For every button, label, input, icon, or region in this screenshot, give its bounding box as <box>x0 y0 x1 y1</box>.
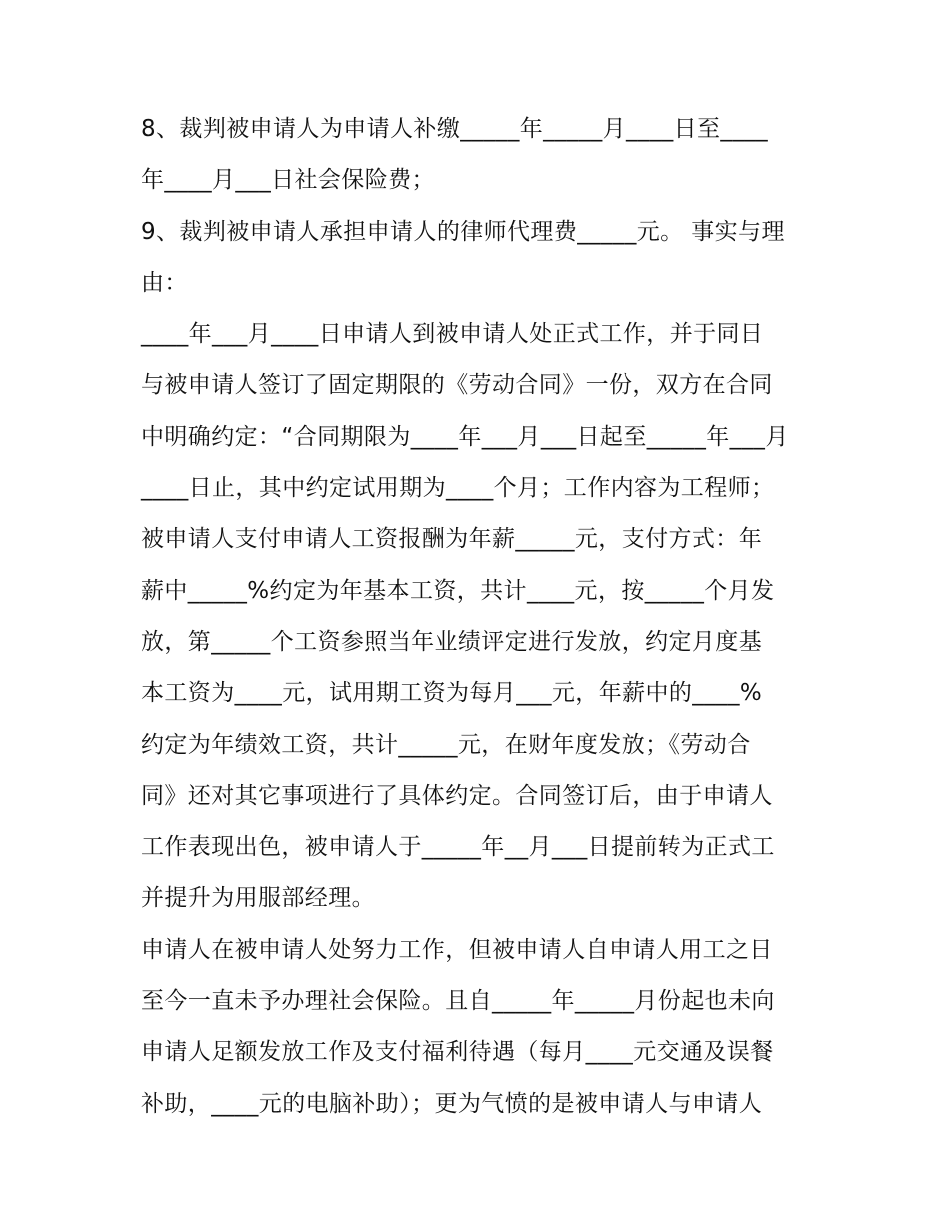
text-line: 约定为年绩效工资，共计_____元，在财年度发放；《劳动合 <box>141 731 751 758</box>
document-body <box>141 104 817 1130</box>
text-line: 同》还对其它事项进行了具体约定。合同签订后，由于申请人 <box>141 782 773 809</box>
text-line: ____日止，其中约定试用期为____个月；工作内容为工程师； <box>141 475 775 502</box>
text-line: 年____月___日社会保险费； <box>141 167 435 194</box>
text-line: 本工资为____元，试用期工资为每月___元，年薪中的____% <box>141 680 763 707</box>
text-line: 并提升为用服部经理。 <box>141 885 375 912</box>
text-line: ____年___月____日申请人到被申请人处正式工作，并于同日 <box>141 321 764 348</box>
text-line: 中明确约定：“合同期限为____年___月___日起至_____年___月 <box>141 423 789 450</box>
text-line: 申请人在被申请人处努力工作，但被申请人自申请人用工之日 <box>141 936 773 963</box>
text-line: 工作表现出色，被申请人于_____年__月___日提前转为正式工 <box>141 834 775 861</box>
text-line: 9、裁判被申请人承担申请人的律师代理费_____元。 事实与理 <box>141 218 785 245</box>
text-line: 8、裁判被申请人为申请人补缴_____年_____月____日至____ <box>141 116 769 142</box>
text-line: 至今一直未予办理社会保险。且自_____年_____月份起也未向 <box>141 988 775 1015</box>
text-line: 补助，____元的电脑补助）；更为气愤的是被申请人与申请人 <box>141 1090 763 1117</box>
text-line: 被申请人支付申请人工资报酬为年薪_____元，支付方式：年 <box>141 526 763 553</box>
text-line: 由： <box>141 269 188 296</box>
text-line: 薪中_____%约定为年基本工资，共计____元，按_____个月发 <box>141 577 775 604</box>
text-line: 放，第_____个工资参照当年业绩评定进行发放，约定月度基 <box>141 628 763 655</box>
text-line: 与被申请人签订了固定期限的《劳动合同》一份，双方在合同 <box>141 372 773 399</box>
text-line: 申请人足额发放工作及支付福利待遇（每月____元交通及误餐 <box>141 1039 774 1066</box>
